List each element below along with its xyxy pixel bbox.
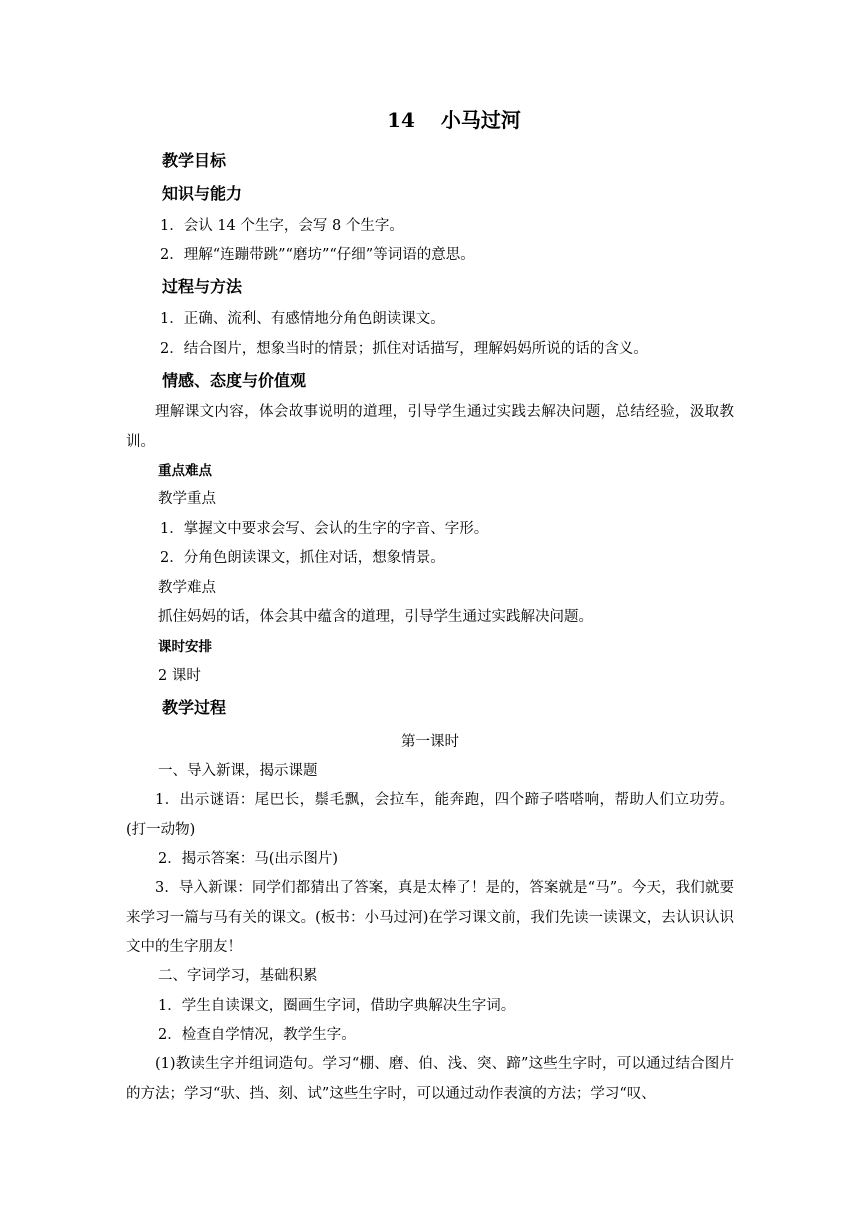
section-1-heading: 一、导入新课，揭示课题 bbox=[158, 763, 318, 779]
focus-label: 教学重点 bbox=[158, 491, 216, 507]
knowledge-item-2: 2．理解“连蹦带跳”“磨坊”“仔细”等词语的意思。 bbox=[160, 247, 475, 263]
schedule-text: 2 课时 bbox=[158, 668, 201, 684]
heading-key-points: 重点难点 bbox=[158, 463, 212, 479]
section-1-paragraph-1: 1．出示谜语：尾巴长，鬃毛飘，会拉车，能奔跑，四个蹄子嗒嗒响，帮助人们立功劳。(打一动物) bbox=[126, 792, 734, 838]
lesson-title bbox=[0, 106, 860, 134]
difficulty-text: 抓住妈妈的话，体会其中蕴含的道理，引导学生通过实践解决问题。 bbox=[158, 609, 593, 625]
section-2-paragraph-1: 1．学生自读课文，圈画生字词，借助字典解决生字词。 bbox=[158, 998, 516, 1014]
heading-emotion: 情感、态度与价值观 bbox=[162, 371, 307, 390]
knowledge-item-1: 1．会认 14 个生字，会写 8 个生字。 bbox=[160, 218, 404, 234]
section-2-heading: 二、字词学习，基础积累 bbox=[158, 968, 318, 984]
section-1-paragraph-2: 2．揭示答案：马(出示图片) bbox=[158, 851, 339, 867]
lesson-name: 小马过河 bbox=[440, 108, 521, 132]
lesson-number: 14 bbox=[387, 108, 415, 132]
emotion-paragraph: 理解课文内容，体会故事说明的道理，引导学生通过实践去解决问题，总结经验，汲取教训。 bbox=[126, 404, 734, 450]
lesson-period-title: 第一课时 bbox=[401, 734, 459, 750]
focus-item-2: 2．分角色朗读课文，抓住对话，想象情景。 bbox=[160, 550, 445, 566]
section-1-paragraph-3: 3．导入新课：同学们都猜出了答案，真是太棒了！是的，答案就是“马”。今天，我们就要来学习一篇与马有关的课文。(板书：小马过河)在学习课文前，我们先读一读课文，去认识认识文中的生字朋友！ bbox=[126, 880, 734, 956]
heading-knowledge: 知识与能力 bbox=[162, 184, 243, 203]
heading-schedule: 课时安排 bbox=[158, 639, 212, 655]
heading-objectives: 教学目标 bbox=[162, 151, 227, 170]
difficulty-label: 教学难点 bbox=[158, 580, 216, 596]
section-2-paragraph-3: (1)教读生字并组词造句。学习“棚、磨、伯、浅、突、蹄”这些生字时，可以通过结合图片的方法；学习“驮、挡、刻、试”这些生字时，可以通过动作表演的方法；学习“叹、 bbox=[126, 1056, 734, 1102]
heading-process-method: 过程与方法 bbox=[162, 277, 243, 296]
process-item-1: 1．正确、流利、有感情地分角色朗读课文。 bbox=[160, 311, 445, 327]
focus-item-1: 1．掌握文中要求会写、会认的生字的字音、字形。 bbox=[160, 521, 489, 537]
heading-teaching-process: 教学过程 bbox=[162, 698, 227, 717]
process-item-2: 2．结合图片，想象当时的情景；抓住对话描写，理解妈妈所说的话的含义。 bbox=[160, 341, 648, 357]
section-2-paragraph-2: 2．检查自学情况，教学生字。 bbox=[158, 1027, 356, 1043]
